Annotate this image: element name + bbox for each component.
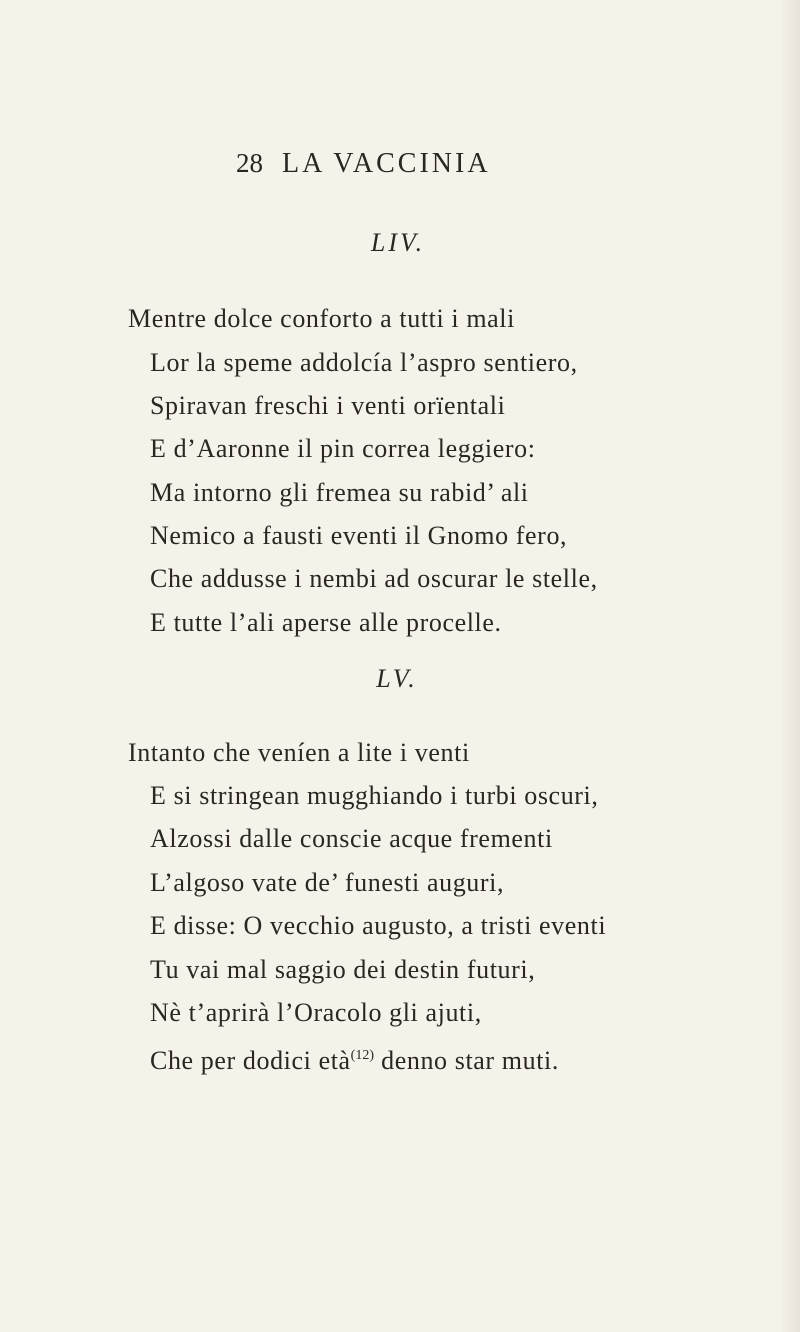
verse-line-end: denno star muti. xyxy=(374,1046,559,1075)
stanza-number: LV. xyxy=(376,664,418,693)
verse-line: Tu vai mal saggio dei destin futuri, xyxy=(150,955,536,984)
verse-line: E disse: O vecchio augusto, a tristi eventi xyxy=(150,911,607,940)
verse-line: Intanto che veníen a lite i venti xyxy=(128,738,470,767)
page-number: 28 xyxy=(236,148,263,178)
verse-line: Alzossi dalle conscie acque frementi xyxy=(150,824,553,853)
footnote-mark: (12) xyxy=(350,1048,374,1063)
verse-line-last xyxy=(150,1041,559,1076)
stanza-number: LIV. xyxy=(370,228,426,257)
verse-line: E d’Aaronne il pin correa leggiero: xyxy=(150,434,536,463)
verse-line-start: Che per dodici età xyxy=(150,1046,351,1075)
verse-line: Spiravan freschi i venti orïentali xyxy=(150,391,506,420)
verse-line: Nè t’aprirà l’Oracolo gli ajuti, xyxy=(150,998,482,1027)
verse-line: E tutte l’ali aperse alle procelle. xyxy=(150,608,502,637)
verse-line: Nemico a fausti eventi il Gnomo fero, xyxy=(150,521,568,550)
running-title: LA VACCINIA xyxy=(282,148,491,179)
verse-line: L’algoso vate de’ funesti auguri, xyxy=(150,868,505,897)
verse-line: Lor la speme addolcía l’aspro sentiero, xyxy=(150,348,578,377)
verse-line: Ma intorno gli fremea su rabid’ ali xyxy=(150,478,529,507)
verse-line: E si stringean mugghiando i turbi oscuri, xyxy=(150,781,599,810)
running-head xyxy=(236,148,636,182)
page-edge-shading xyxy=(780,0,800,1332)
verse-line: Che addusse i nembi ad oscurar le stelle, xyxy=(150,564,598,593)
verse-line: Mentre dolce conforto a tutti i mali xyxy=(128,304,515,333)
